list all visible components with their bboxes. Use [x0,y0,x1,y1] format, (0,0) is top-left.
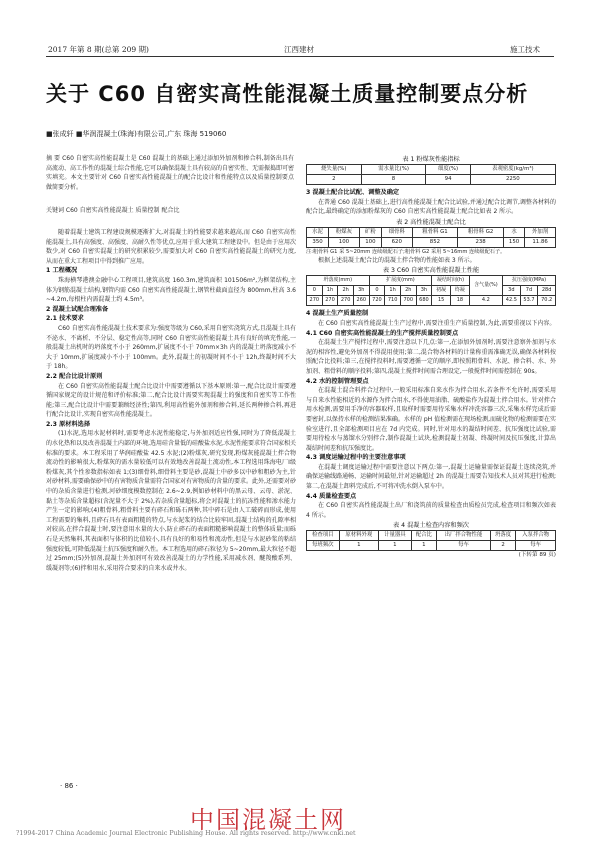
section-4-3-text: 在混凝土调度运输过程中需要注意以下两点:第一,混凝土运输量需保证混凝土连续浇筑,并确保运输线路通畅、运输时间最短,针对运输超过 2h 的混凝土需要告知技术人员对其进行检测;第二,在混凝土卸料完成后,不可将冲洗水倒入泵车中。 [306,463,556,491]
table-3-cell: 53.7 [520,296,538,306]
table-3-cell: 15 [432,296,451,306]
table-3-cell: 42.5 [503,296,521,306]
table-3-cell: 260 [353,296,369,306]
table-2-cell: 150 [503,237,524,247]
table-3-cell: 70.2 [538,296,556,306]
abstract: 摘 要 C60 自密实高性能混凝土是 C60 混凝土的基础上通过添加外加剂和掺合料,制备出具有高流动、高工作性的混凝土综合性能,它可以确保混凝土具有较高的自密实性、无需振捣即可密实填充。本文主要针对 C60 自密实高性能混凝土的配合比设计和性能特点以及质量控制要点做简要分析。 [46,155,294,191]
table-2-cell: 100 [329,237,360,247]
table-1-cell: 8 [361,175,426,185]
table-1-cell: 2 [307,175,362,185]
table-2-cell: 238 [458,237,504,247]
table-3-sub-header: 28d [538,286,556,296]
table-4-cell: 1 [411,541,436,551]
table-2-cell: 11.86 [525,237,556,247]
section-4-2-text: 在混凝土混合料拌合过程中,一般采用标准自来水作为拌合用水,若条件不允许时,需要采用与自来水性能相近的水源作为拌合用水,不得使用油脂、硫酸盐作为混凝土拌合用水。针对拌合用水检测,需要用手净的容器取样,且取样时需要用待采集水样冲洗容器三次,采集水样完成后需要密封,以保持水样的检测结果准确。水样的 pH 值检测需在现场检测,而硫化物的检测需要在实验室进行,且全部检测项目应在 7d 内完成。同时,针对用水的凝结时间差、抗压强度比试验,需要用待检水与蒸馏水分别拌合,制作混凝土试块,检测混凝土初凝、终凝时间及抗压强度,计算出凝结时间差和抗压强度比。 [306,387,556,452]
table-2-note: 注:粗骨料 G1 采 5~20mm 连续级配石子;粗骨料 G2 采用 5~16mm 连续级配石子。 [306,248,506,255]
table-2-cell: 620 [381,237,412,247]
section-4-1-heading: 4.1 C60 自密实高性能混凝土的生产搅拌质量控制要点 [306,329,459,337]
intro-paragraph: 随着混凝土建筑工程建设规模逐渐扩大,对混凝土的性能要求越来越高,而 C60 自密实高性能混凝土,具有高强度、高强度、高耐久性等优点,应用于重大建筑工程建设中。但是由于应用次数少,对 C60 自密实混凝土的研究积累较少,需要加大对 C60 自密实高性能混凝土的研究力度,从而在重大工程项目中得到推广应用。 [46,229,296,265]
table-3-cell: 18 [451,296,470,306]
table-4-header: 出厂拌合物性能 [437,531,491,541]
section-3-heading: 3 混凝土配合比试配、调整及确定 [306,189,400,196]
table-1-header: 需水量比(%) [361,165,426,175]
section-2-3-text: (1)水泥,选用水泥材料时,需要考虑水泥性能稳定,与外加剂适应性强,同时为了降低混凝土的水化热和以及改善混凝土内部的环境,选用硅含量低的硅酸盐水泥,水泥性能要求符合国家相关标准的要求。本工程采用了华润硅酸盐 42.5 水泥;(2)粉煤灰,研究发现,粉煤灰能混凝土拌合物流动性的影响很大,粉煤灰的需水量较低可以有效地改善混凝土流动性,本工程选用珠海电厂Ⅰ级粉煤灰,其个性参数指标如表 1;(3)细骨料,细骨料主要是砂,混凝土中砂多以中砂和粗砂为主,针对砂材料,需要确保砂中的有害物质含量需符合国家对有害物质的含量的要求。此外,还需要对砂中的杂质含量进行检测,河砂细度模数控制在 2.6~2.9,例如砂材料中的黑云母、云母、淤泥、黏土等杂质含量超标(含泥量不大于 2%),若杂质含量超标,将会对混凝土的抗冻性能和渗水能力产生一定的影响;(4)粗骨料,粗骨料主要有碎石和砾石两种,其中碎石是由人工破碎而形成,使用工程需要的集料,且碎石具有表面粗糙的特点,与水泥浆的结合比较牢固,混凝土结构的孔隙率相对较高,在拌合混凝土时,要注意用水量的大小,防止碎石的表面粗糙影响混凝土的整体质量;而砾石是天然集料,其表面积与体积的比值较小,具有良好的和易性和流动性,但是与水泥砂浆的粘结强度较低,可降低混凝土抗压强度和耐久性。本工程选用的碎石粒径为 5~20mm,最大粒径不超过 25mm;(5)外加剂,混凝土外加剂可有效改善混凝土的力学性能,采用减水剂、醚羧酸系列、缓凝剂等;(6)拌和用水,采用符合要求的自来水或井水。 [46,430,296,572]
table-1-header: 烧失量(%) [307,165,362,175]
table-4-cell: 每车 [516,541,556,551]
table-2-cell: 852 [412,237,458,247]
table-3-cell: 720 [369,296,385,306]
table-3-sub-header: 0 [369,286,385,296]
table-3-sub-header: 0 [307,286,323,296]
table-4-cell: 1 [339,541,379,551]
table-3-group-header: 含气量(%) [469,276,502,296]
section-4-3-heading: 4.3 调度运输过程中的主要注意事项 [306,454,406,462]
table-1 [306,164,556,185]
table-2-cell: 350 [307,237,329,247]
article-title: 关于 C60 自密实高性能混凝土质量控制要点分析 [46,82,529,106]
table-4-header: 入泵拌合物 [516,531,556,541]
section-3-text: 在普通 C60 混凝土基础上,进行高性能混凝土配合比试验,并通过配合比调节,调整各材料的配合比,最终确定的添加粉煤灰的 C60 自密实高性能混凝土配合比如表 2 所示。 [306,198,556,216]
watermark: 中国混凝土网 [190,806,346,834]
table-4-cell: 每班频次 [307,541,340,551]
left-column [46,228,296,573]
section-4-4-heading: 4.4 质量检查要点 [306,492,357,500]
table-3-cell: 710 [385,296,401,306]
table-3-cell: 4.2 [469,296,502,306]
table-1-header: 细度(%) [426,165,470,175]
table-2-header: 水泥 [307,227,329,237]
table-2-header: 矿粉 [359,227,381,237]
table-2-header: 细骨料 [381,227,412,237]
section-2-2-heading: 2.2 配合比设计原则 [46,372,103,380]
table-1-header: 表观密度(kg/m³) [470,165,555,175]
section-name: 施工技术 [510,45,540,54]
copyright-footer: ?1994-2017 China Academic Journal Electronic Publishing House. All rights reserved. http://www.cnki.net [16,830,356,837]
table-4-header: 检查项目 [307,531,340,541]
table-3-group-header: 坍落度(mm) [307,276,370,286]
section-4-text: 在 C60 自密实高性能混凝土生产过程中,需要注重生产质量控制,为此,需要重视以下内容。 [318,319,556,327]
table-3-sub-header: 3h [353,286,369,296]
table-2-header: 粗骨料 G1 [412,227,458,237]
section-1-text: 珠海横琴港澳金融中心工程项目,建筑高度 160.3m,建筑面积 101506m²,为框架结构,主体为钢筋混凝土结构,钢管内需 C60 自密实高性能混凝土,钢管柱截面直径为 800mm,柱高 3.6~4.2m,每根柱内需混凝土约 4.5m³。 [46,276,296,304]
table-2-header: 水 [503,227,524,237]
section-4-heading: 4 混凝土生产质量控制 [306,310,369,318]
table-3-cell: 700 [400,296,416,306]
table-3-sub-header: 终凝 [451,286,470,296]
table-2-header: 外加剂 [525,227,556,237]
table-2-caption: 表 2 高性能混凝土配合比 [396,218,466,226]
keywords: 关键词 C60 自密实高性能混凝土 质量控制 配合比 [46,207,180,214]
section-2-3-heading: 2.3 原材料选择 [46,420,91,428]
table-4-cell: 1 [379,541,412,551]
table-1-caption: 表 1 粉煤灰性能指标 [402,156,460,163]
table-3-sub-header: 2h [338,286,354,296]
table-3-group-header: 扩展度(mm) [369,276,432,286]
section-4-1-text: 在混凝土生产搅拌过程中,需要注意以下几点:第一,在添加外加剂时,需要注意察外加剂与水泥的相容性,避免外加剂不得混用使用;第二,混合物各材料的计量称重需准确无误,确保各材料按照配合比投料;第三,在搅拌投料时,需要遵循一定的顺序,即按照粗骨料、水泥、掺合料、水、外加剂、粗骨料的顺序投料;第四,混凝土搅拌时间需合理设定,一般搅拌时间需控制在 90s。 [306,339,556,375]
table-4-header: 配合比 [411,531,436,541]
table-2-header: 粗骨料 G2 [458,227,504,237]
table-4-header: 坍落度 [490,531,515,541]
table-1-cell: 94 [426,175,470,185]
table-4-caption: 表 4 混凝土检查内容和频次 [393,522,469,530]
section-2-1-heading: 2.1 技术要求 [46,315,84,323]
table-4-header: 计量器具 [379,531,412,541]
table-3-sub-header: 3d [503,286,521,296]
section-2-heading: 2 混凝土试配合理准备 [46,305,109,313]
table-3 [306,275,556,306]
table-3-sub-header: 2h [400,286,416,296]
table-3-group-header: 凝结时间(h) [432,276,470,286]
table-4-header: 原材料外观 [339,531,379,541]
table-4-cell: 2 [490,541,515,551]
table-3-cell: 680 [416,296,432,306]
author-line: ■张成轩 ■华润混凝土(珠海)有限公司,广东 珠海 519060 [46,130,227,138]
issue-info: 2017 年第 8 期(总第 209 期) [48,45,149,54]
table-2-cell: 100 [359,237,381,247]
table-3-sub-header: 7d [520,286,538,296]
table-3-group-header: 抗压强度(MPa) [503,276,556,286]
table-3-caption: 表 3 C60 自密实高性能混凝土性能 [382,267,480,275]
section-1-heading: 1 工程概况 [46,267,78,275]
section-2-2-text: 在 C60 自密实高性能混凝土配合比设计中需要遵循以下基本原则:第一,配合比设计需要遵循国家规定的设计规范和评价标准;第二,配合比设计需要实现混凝土的强度和自密实等工作性能;第三,配合比设计中需要兼顾经济性;第四,利用高性能外加剂和掺合料,延长两种掺合料,再进行配合比设计,实现自密实高性能混凝土。 [46,382,296,419]
page-number: · 86 · [60,782,78,790]
table-1-cell: 2250 [470,175,555,185]
header-rule [46,56,554,57]
table-3-intro: 根据上述混凝土配合比的混凝土拌合物的性能如表 3 所示。 [318,256,476,264]
table-4-cell: 每车 [437,541,491,551]
journal-name: 江西建材 [284,45,314,54]
table-4 [306,530,556,551]
right-column [306,154,556,561]
table-3-sub-header: 3h [416,286,432,296]
table-2-header: 粉煤灰 [329,227,360,237]
table-3-sub-header: 初凝 [432,286,451,296]
section-4-4-text: 在 C60 自密实高性能混凝土出厂和浇筑前的质量检查由质检员完成,检查项目和频次如表 4 所示。 [306,502,556,519]
table-3-cell: 270 [307,296,323,306]
table-3-cell: 270 [322,296,338,306]
continued-note: (下转第 89 页) [518,552,556,559]
section-2-1-text: C60 自密实高性能混凝土技术要求为:强度等级为 C60,采用自密实浇筑方式,且混凝土具有不泌水、不离析、不分层、稳定性高等,同时 C60 自密实高性能混凝土具有良好的填充性能,一般混凝土出机时的坍落度不小于 260mm,扩展度不小于 70mm×3h 内的混凝土坍落度减小不大于 10mm,扩展度减小不小于 100mm。此外,混凝土的初凝时间不小于 12h,终凝时间不大于 18h。 [46,324,296,371]
table-2 [306,227,556,248]
table-3-cell: 270 [338,296,354,306]
section-4-2-heading: 4.2 水的控制管理要点 [306,377,369,385]
table-3-sub-header: 1h [385,286,401,296]
table-3-sub-header: 1h [322,286,338,296]
